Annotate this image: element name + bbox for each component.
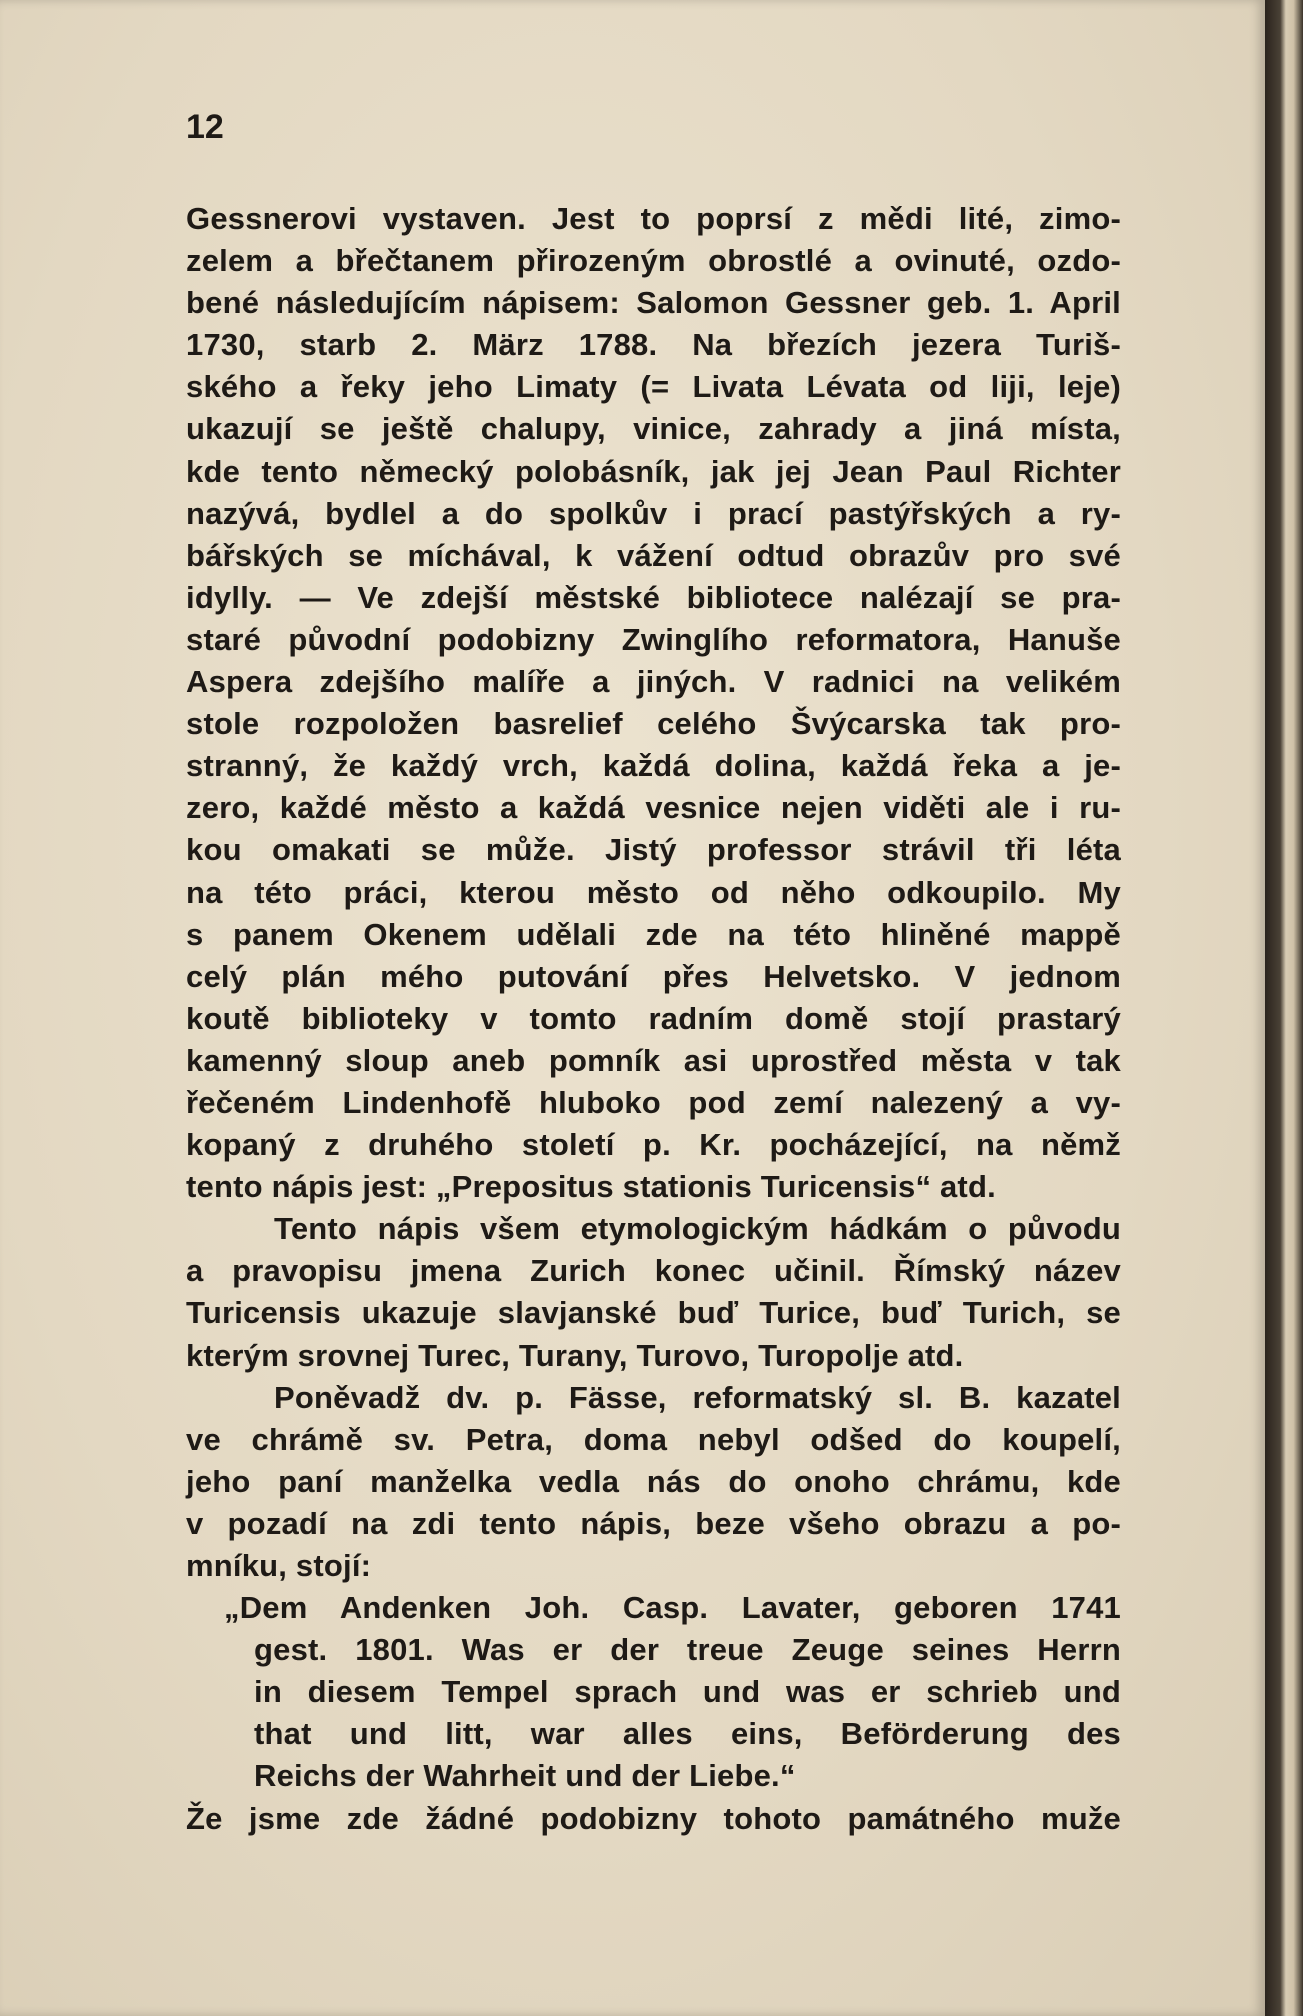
text-line: mníku, stojí:	[186, 1548, 372, 1583]
text-line: bářských se míchával, k vážení odtud obrazův pro své	[186, 537, 1121, 573]
text-line: tento nápis jest: „Prepositus stationis Turicensis“ atd.	[186, 1169, 996, 1205]
text-line: 1730, starb 2. März 1788. Na březích jezera Turiš-	[186, 327, 1121, 363]
text-line: koutě biblioteky v tomto radním domě stojí prastarý	[186, 1000, 1121, 1036]
quote-line: in diesem Tempel sprach und was er schrieb und	[254, 1674, 1121, 1710]
text-line: v pozadí na zdi tento nápis, beze všeho obrazu a po-	[186, 1505, 1121, 1541]
text-line: zero, každé město a každá vesnice nejen viděti ale i ru-	[186, 790, 1121, 826]
text-line: Že jsme zde žádné podobizny tohoto památného muže	[186, 1800, 1121, 1836]
quote-line: Reichs der Wahrheit und der Liebe.“	[254, 1758, 796, 1794]
text-line: s panem Okenem udělali zde na této hliněné mappě	[186, 916, 1121, 952]
text-line: Poněvadž dv. p. Fässe, reformatský sl. B. kazatel	[274, 1379, 1121, 1415]
text-line: staré původní podobizny Zwinglího reformatora, Hanuše	[186, 621, 1121, 657]
text-line: stole rozpoložen basrelief celého Švýcarska tak pro-	[186, 706, 1121, 742]
text-line: řečeném Lindenhofě hluboko pod zemí nalezený a vy-	[186, 1084, 1121, 1120]
text-line: celý plán mého putování přes Helvetsko. V jednom	[186, 958, 1121, 994]
quote-line: „Dem Andenken Joh. Casp. Lavater, geboren 1741	[224, 1590, 1121, 1626]
text-line: ve chrámě sv. Petra, doma nebyl odšed do koupelí,	[186, 1421, 1121, 1457]
text-line: nazývá, bydlel a do spolkův i prací pastýřských a ry-	[186, 495, 1121, 531]
quote-line: gest. 1801. Was er der treue Zeuge seines Herrn	[254, 1632, 1121, 1668]
text-line: na této práci, kterou město od něho odkoupilo. My	[186, 874, 1121, 910]
text-line: Tento nápis všem etymologickým hádkám o původu	[274, 1211, 1121, 1247]
text-line: Aspera zdejšího malíře a jiných. V radnici na velikém	[186, 664, 1121, 700]
text-line: ského a řeky jeho Limaty (= Livata Lévata od liji, leje)	[186, 369, 1121, 405]
text-line: a pravopisu jmena Zurich konec učinil. Římský název	[186, 1253, 1121, 1289]
text-line: stranný, že každý vrch, každá dolina, každá řeka a je-	[186, 748, 1121, 784]
quote-line: that und litt, war alles eins, Beförderung des	[254, 1716, 1121, 1752]
text-line: kterým srovnej Turec, Turany, Turovo, Turopolje atd.	[186, 1337, 964, 1373]
book-spine-edge	[1265, 0, 1303, 2016]
text-line: Gessnerovi vystaven. Jest to poprsí z mědi lité, zimo-	[186, 201, 1121, 236]
text-line: kamenný sloup aneb pomník asi uprostřed města v tak	[186, 1042, 1121, 1078]
text-line: idylly. — Ve zdejší městské bibliotece nalézají se pra-	[186, 579, 1121, 615]
text-line: Turicensis ukazuje slavjanské buď Turice, buď Turich, se	[186, 1295, 1121, 1331]
text-line: zelem a břečtanem přirozeným obrostlé a ovinuté, ozdo-	[186, 243, 1121, 279]
page-number: 12	[186, 108, 224, 146]
text-line: kopaný z druhého století p. Kr. pocházející, na němž	[186, 1127, 1121, 1163]
text-line: bené následujícím nápisem: Salomon Gessner geb. 1. April	[186, 285, 1121, 321]
body-text	[186, 198, 1121, 1840]
text-line: ukazují se ještě chalupy, vinice, zahrady a jiná místa,	[186, 411, 1121, 447]
text-line: kde tento německý polobásník, jak jej Jean Paul Richter	[186, 453, 1121, 489]
text-line: jeho paní manželka vedla nás do onoho chrámu, kde	[186, 1463, 1121, 1499]
text-line: kou omakati se může. Jistý professor strávil tři léta	[186, 832, 1121, 868]
